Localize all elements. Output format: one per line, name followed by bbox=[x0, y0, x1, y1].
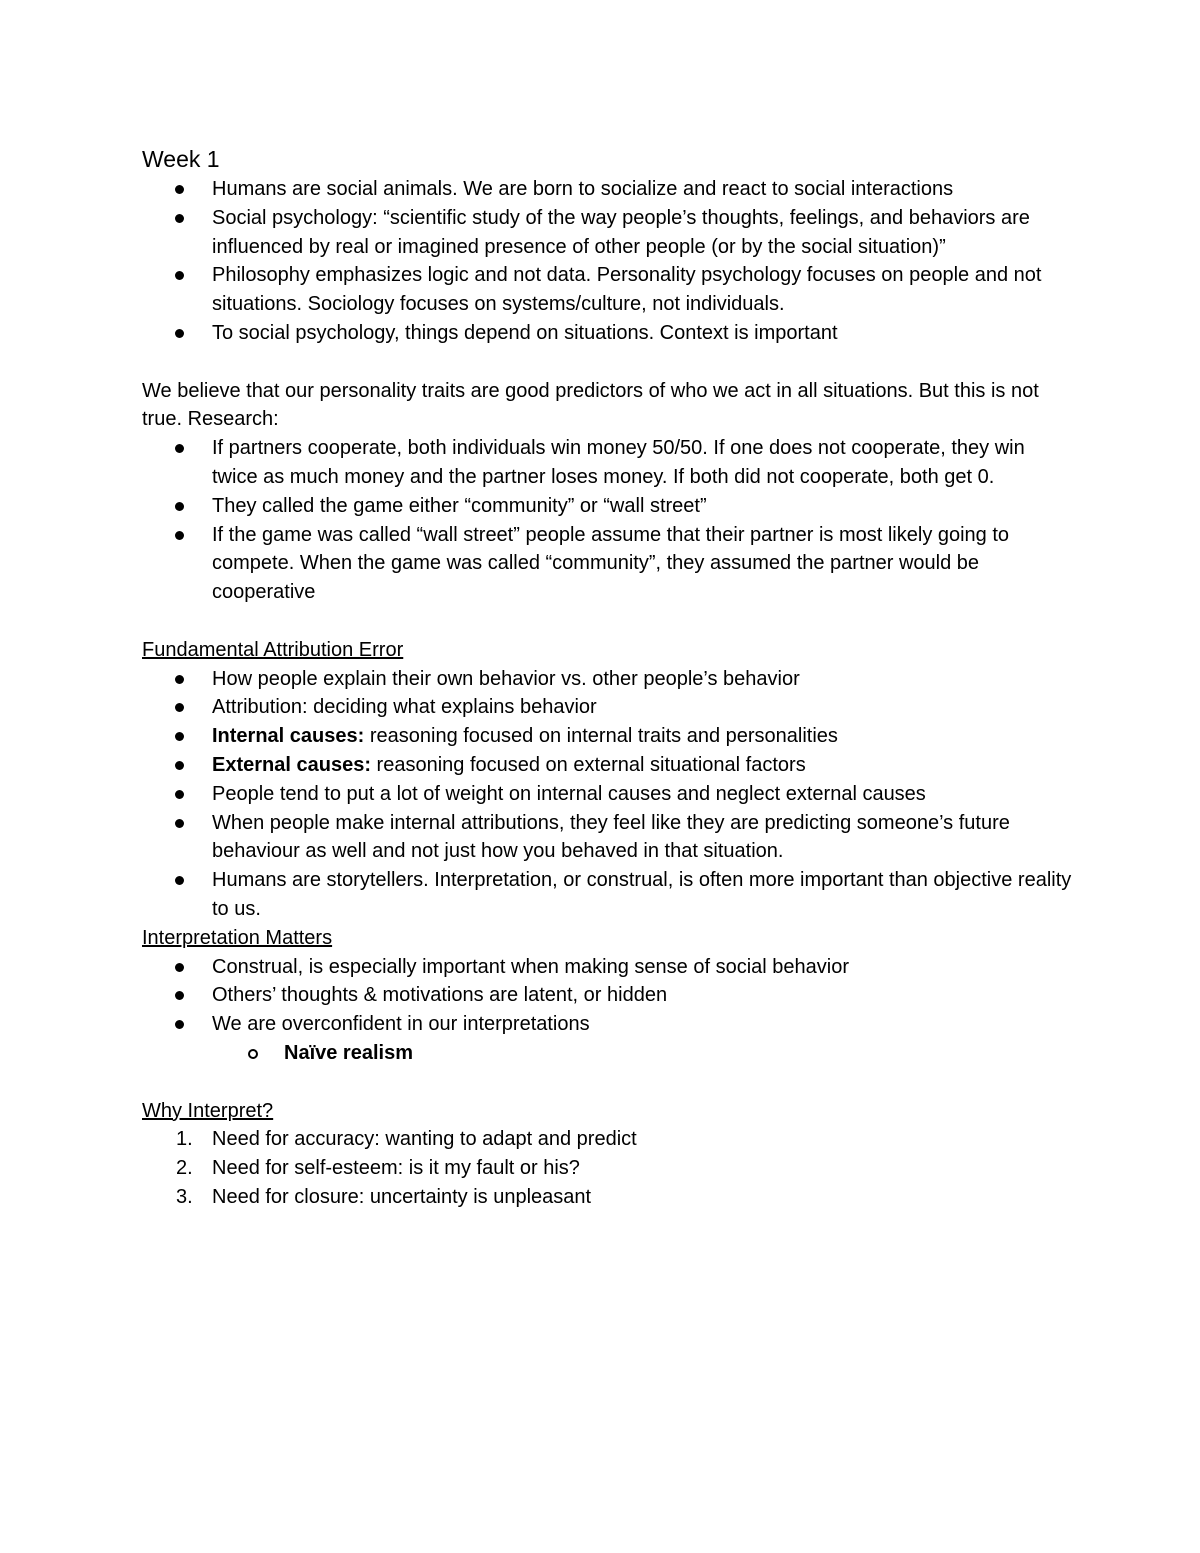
bullet-icon bbox=[175, 732, 184, 741]
list-item-text: Humans are social animals. We are born to socialize and react to social interactions bbox=[212, 178, 954, 200]
bullet-icon bbox=[175, 1020, 184, 1029]
list-item-text: When people make internal attributions, they feel like they are predicting someone’s future behaviour as well and not just how you behaved in that situation. bbox=[212, 811, 1010, 863]
list-item bbox=[142, 780, 1072, 809]
bullet-icon bbox=[175, 703, 184, 712]
list-item-text: People tend to put a lot of weight on internal causes and neglect external causes bbox=[212, 782, 926, 805]
item-number: 3. bbox=[176, 1185, 193, 1208]
research-intro: We believe that our personality traits are good predictors of who we act in all situations. But this is not true. Research: bbox=[142, 379, 1039, 431]
list-item-text: Construal, is especially important when making sense of social behavior bbox=[212, 955, 849, 978]
list-item-text: Philosophy emphasizes logic and not data. Personality psychology focuses on people and not situations. Sociology focuses on systems/culture, not individuals. bbox=[212, 264, 1042, 316]
list-item bbox=[142, 492, 1072, 521]
fae-bullet-list bbox=[142, 665, 1072, 924]
bullet-icon bbox=[175, 876, 184, 885]
list-item bbox=[142, 665, 1072, 694]
bullet-icon bbox=[175, 444, 184, 453]
bullet-icon bbox=[175, 761, 184, 770]
bullet-icon bbox=[175, 185, 184, 194]
numbered-item-text: Need for accuracy: wanting to adapt and predict bbox=[212, 1128, 637, 1151]
blank-line bbox=[142, 607, 1072, 636]
list-item bbox=[142, 809, 1072, 867]
numbered-item bbox=[142, 1183, 1072, 1212]
list-item-text: How people explain their own behavior vs. other people’s behavior bbox=[212, 667, 800, 690]
item-number: 2. bbox=[176, 1157, 193, 1180]
numbered-item bbox=[142, 1154, 1072, 1183]
bullet-icon bbox=[175, 329, 184, 338]
list-item-text: reasoning focused on internal traits and personalities bbox=[364, 725, 838, 748]
interpretation-bullet-list bbox=[142, 953, 1072, 1039]
term-internal-causes: Internal causes: bbox=[212, 725, 365, 748]
hollow-bullet-icon bbox=[248, 1049, 258, 1059]
bullet-icon bbox=[175, 991, 184, 1000]
bullet-icon bbox=[175, 675, 184, 684]
sub-list-item-text: Naïve realism bbox=[284, 1041, 413, 1064]
bullet-icon bbox=[175, 531, 184, 540]
term-external-causes: External causes: bbox=[212, 753, 371, 776]
list-item-text: Others’ thoughts & motivations are latent, or hidden bbox=[212, 984, 668, 1007]
bullet-icon bbox=[175, 502, 184, 511]
list-item-text: Attribution: deciding what explains behavior bbox=[212, 696, 597, 719]
list-item-text: If partners cooperate, both individuals win money 50/50. If one does not cooperate, they win twice as much money and the partner loses money. If both did not cooperate, both get 0. bbox=[212, 437, 1025, 488]
week-bullet-list bbox=[142, 175, 1072, 348]
week-heading: Week 1 bbox=[142, 146, 220, 172]
blank-line bbox=[142, 1068, 1072, 1097]
numbered-item-text: Need for self-esteem: is it my fault or his? bbox=[212, 1157, 580, 1180]
bullet-icon bbox=[175, 963, 184, 972]
list-item-text: Humans are storytellers. Interpretation, or construal, is often more important than objective reality to us. bbox=[212, 869, 1072, 920]
list-item bbox=[142, 261, 1072, 319]
research-bullet-list bbox=[142, 434, 1072, 607]
list-item bbox=[142, 751, 1072, 780]
list-item bbox=[142, 953, 1072, 982]
interpretation-heading: Interpretation Matters bbox=[142, 926, 333, 949]
list-item-text: To social psychology, things depend on situations. Context is important bbox=[212, 321, 838, 344]
bullet-icon bbox=[175, 271, 184, 280]
fae-heading: Fundamental Attribution Error bbox=[142, 638, 404, 661]
blank-line bbox=[142, 348, 1072, 377]
list-item bbox=[142, 693, 1072, 722]
list-item bbox=[142, 319, 1072, 348]
list-item bbox=[142, 866, 1072, 924]
item-number: 1. bbox=[176, 1128, 193, 1151]
bullet-icon bbox=[175, 819, 184, 828]
list-item bbox=[142, 1010, 1072, 1039]
why-heading: Why Interpret? bbox=[142, 1099, 274, 1122]
document-page bbox=[142, 144, 1072, 1212]
sub-list-item bbox=[142, 1039, 1072, 1068]
list-item bbox=[142, 521, 1072, 607]
numbered-item bbox=[142, 1125, 1072, 1154]
list-item-text: They called the game either “community” or “wall street” bbox=[212, 494, 707, 517]
list-item bbox=[142, 981, 1072, 1010]
list-item-text: We are overconfident in our interpretations bbox=[212, 1013, 590, 1036]
list-item bbox=[142, 722, 1072, 751]
interpretation-sub-list bbox=[142, 1039, 1072, 1068]
list-item bbox=[142, 434, 1072, 492]
list-item-text: reasoning focused on external situational factors bbox=[370, 753, 806, 776]
list-item-text: Social psychology: “scientific study of the way people’s thoughts, feelings, and behaviors are influenced by real or imagined presence of other people (or by the social situation)” bbox=[212, 206, 1030, 258]
list-item bbox=[142, 204, 1072, 262]
bullet-icon bbox=[175, 790, 184, 799]
list-item-text: If the game was called “wall street” people assume that their partner is most likely going to compete. When the game was called “community”, they assumed the partner would be cooperative bbox=[212, 523, 1010, 604]
why-numbered-list bbox=[142, 1125, 1072, 1211]
numbered-item-text: Need for closure: uncertainty is unpleasant bbox=[212, 1185, 592, 1208]
list-item bbox=[142, 175, 1072, 204]
bullet-icon bbox=[175, 214, 184, 223]
